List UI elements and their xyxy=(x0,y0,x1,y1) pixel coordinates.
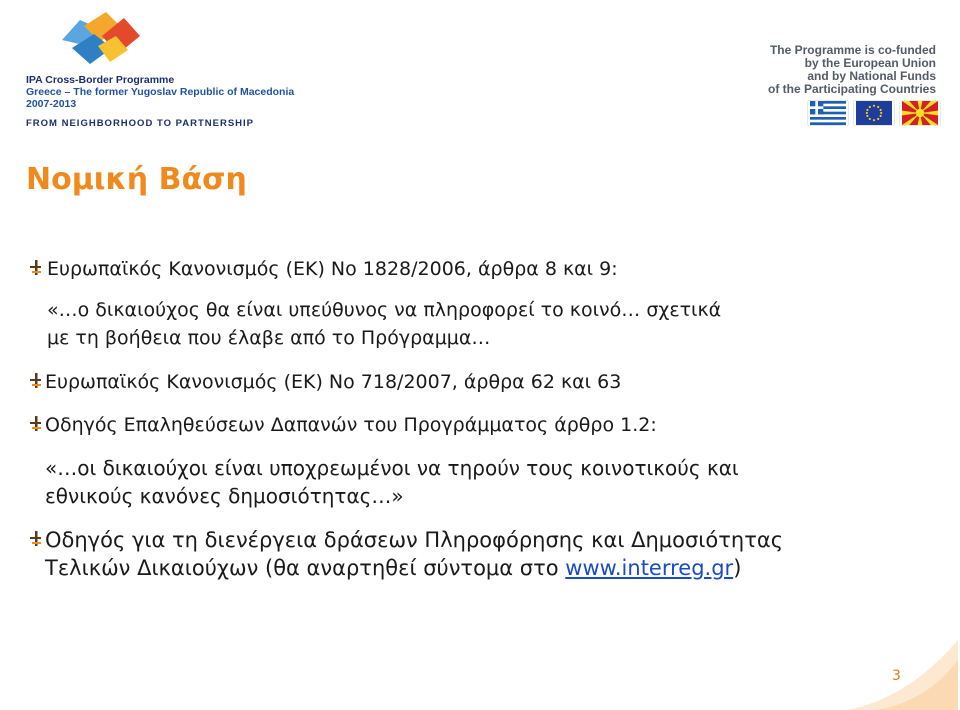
north-macedonia-flag-icon xyxy=(900,101,940,125)
quote-text: με τη βοήθεια που έλαβε από το Πρόγραμμα… xyxy=(47,327,491,349)
cofund-line: by the European Union xyxy=(804,56,936,70)
bullet-text-part: ) xyxy=(733,556,742,580)
interreg-link[interactable]: www.interreg.gr xyxy=(565,556,734,580)
programme-line: 2007-2013 xyxy=(26,98,77,110)
quote-text: εθνικούς κανόνες δημοσιότητας…» xyxy=(45,484,404,508)
quote-text: «…οι δικαιούχοι είναι υποχρεωμένοι να τηρούν τους κοινοτικούς και xyxy=(45,456,739,480)
page-number: 3 xyxy=(892,668,901,684)
handshake-logo-icon xyxy=(58,6,144,68)
bullet-text: Ευρωπαϊκός Κανονισμός (ΕΚ) Νο 1828/2006, άρθρα 8 και 9: xyxy=(47,258,618,280)
bullet-icon xyxy=(27,415,43,433)
bullet-icon xyxy=(27,530,43,548)
programme-line: IPA Cross-Border Programme xyxy=(26,74,175,86)
slide-header xyxy=(0,0,960,140)
slide-title: Νομική Βάση xyxy=(26,162,247,197)
greece-flag-icon xyxy=(808,101,848,125)
cofund-line: and by National Funds xyxy=(807,69,936,83)
bullet-text: Οδηγός Επαληθεύσεων Δαπανών του Προγράμματος άρθρο 1.2: xyxy=(45,414,657,436)
bullet-text-part: Τελικών Δικαιούχων (θα αναρτηθεί σύντομα στο xyxy=(45,556,566,580)
corner-decoration xyxy=(846,640,958,710)
bullet-icon xyxy=(27,259,43,277)
programme-motto: FROM NEIGHBORHOOD TO PARTNERSHIP xyxy=(26,118,254,129)
bullet-icon xyxy=(27,372,43,390)
cofund-line: The Programme is co-funded xyxy=(769,43,936,57)
programme-line: Greece – The former Yugoslav Republic of Macedonia xyxy=(26,86,295,98)
cofunding-statement xyxy=(768,44,936,96)
eu-flag-icon xyxy=(854,101,894,125)
flags-row xyxy=(808,101,940,125)
bullet-text: Ευρωπαϊκός Κανονισμός (ΕΚ) Νο 718/2007, άρθρα 62 και 63 xyxy=(45,371,622,393)
bullet-text: Οδηγός για τη διενέργεια δράσεων Πληροφόρησης και Δημοσιότητας xyxy=(45,528,784,552)
programme-name xyxy=(26,74,294,130)
cofund-line: of the Participating Countries xyxy=(767,82,936,96)
bullet-text xyxy=(45,555,741,581)
quote-text: «…ο δικαιούχος θα είναι υπεύθυνος να πληροφορεί το κοινό… σχετικά xyxy=(47,299,722,321)
